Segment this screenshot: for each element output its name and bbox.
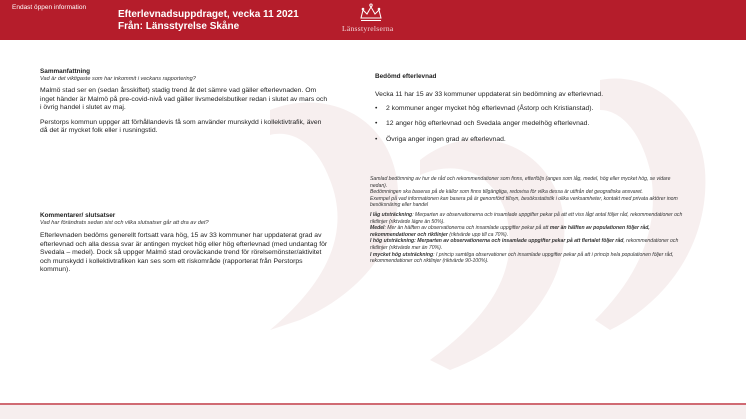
level-low-label: I låg utsträckning [370,211,413,218]
assessment-intro: Vecka 11 har 15 av 33 kommuner uppdaterat sin bedömning av efterlevnad. [375,91,604,98]
level-very-high-label: I mycket hög utsträckning [370,251,434,258]
crown-icon [356,3,386,23]
definition-text: Exempel på vad informationen kan basera på är genomförd tillsyn, besöksstatistik i olika verksamheter, kontakt med privata aktörer inom besöksnäring eller handel [370,195,678,209]
list-item: • 2 kommuner anger mycket hög efterlevnad (Åstorp och Kristianstad). [375,105,675,114]
level-high [370,238,685,251]
footer-band [0,405,746,419]
definition-text: Bedömningen ska baseras på de källor som finns tillgängliga, redovisa för vilka dessa är utifrån det geografiska ansvaret. [370,189,643,196]
summary-paragraph: Malmö stad ser en (sedan årsskiftet) stadig trend åt det sämre vad gäller efterlevnaden. Om inget händer är Malmö på pre-covid-nivå vad gäller livsmedelsbutiker redan i slutet av mars och i övrig handel i slutet av maj. [40,87,328,112]
comments-heading: Kommentarer/ slutsatser [40,212,116,219]
level-medium-label: Medel [370,225,385,232]
page-title [118,9,299,33]
level-high-text: , rekommendationer och riktlinjer (riktvärde mer än 70%). [370,238,679,251]
definition-text: Samlad bedömning av hur de råd och rekommendationer som finns, efterföljs (anges som låg, medel, hög eller mycket hög, se vidare nedan). [370,176,671,189]
summary-section [40,68,330,136]
assessment-section [375,73,675,151]
page-title-line2: Från: Länsstyrelse Skåne [118,21,240,32]
header-bar [0,0,746,40]
summary-heading: Sammanfattning [40,68,91,75]
level-low-text: : Merparten av observationerna och insamlade uppgifter pekar på att ett viss lågt antal följer råd, rekommendationer och riktlinjer (riktvärde lägre än 50%). [370,211,683,225]
page-title-line1: Efterlevnadsuppdraget, vecka 11 2021 [118,9,299,20]
level-high-label: I hög utsträckning: Merparten av observationerna och insamlade uppgifter pekar på att flertalet följer råd [370,238,624,245]
level-very-high [370,252,685,265]
level-medium-text: : Mer än hälften av observationerna och insamlade uppgifter pekar på att [384,225,550,232]
assessment-list [375,105,675,145]
summary-paragraph: Perstorps kommun uppger att förhållandevis få som använder munskydd i kollektivtrafik, även då det är mycket folk eller i rusningstid. [40,118,322,135]
level-medium-emphasis: mer än hälften av populationen följer råd, rekommendationer och riktlinjer [370,225,650,238]
comments-question: Vad har förändrats sedan sist och vilka slutsatser går att dra av det? [40,220,209,226]
level-medium-text-end: (riktvärde upp till ca 70%). [447,231,509,238]
classification-label: Endast öppen information [12,4,87,11]
level-very-high-text: : I princip samtliga observationer och insamlade uppgifter pekar på att i princip hela populationen följer råd, rekommendationer och riktlinjer (riktvärde 90-100%). [370,251,674,265]
assessment-heading: Bedömd efterlevnad [375,73,437,80]
comments-section [40,212,330,275]
definitions-section [370,176,685,265]
brand-name: Länsstyrelserna [342,24,394,33]
summary-question: Vad är det viktigaste som har inkommit i veckans rapportering? [40,76,196,82]
level-low [370,212,685,225]
list-item: • Övriga anger ingen grad av efterlevnad. [375,136,675,145]
level-medium [370,225,685,238]
list-item: • 12 anger hög efterlevnad och Svedala anger medelhög efterlevnad. [375,120,675,129]
comments-paragraph: Efterlevnaden bedöms generellt fortsatt vara hög, 15 av 33 kommuner har uppdaterat grad av efterlevnad och alla dessa svar är antingen mycket hög eller hög efterlevnad (med undantag för Svedala – medel). Dock så uppger Malmö stad oroväckande trend för rörelsemönster/aktivitet och munskydd i kollektivtrafiken kan ses som ett riskområde (rapporterat från Perstorps kommun). [40,232,328,274]
